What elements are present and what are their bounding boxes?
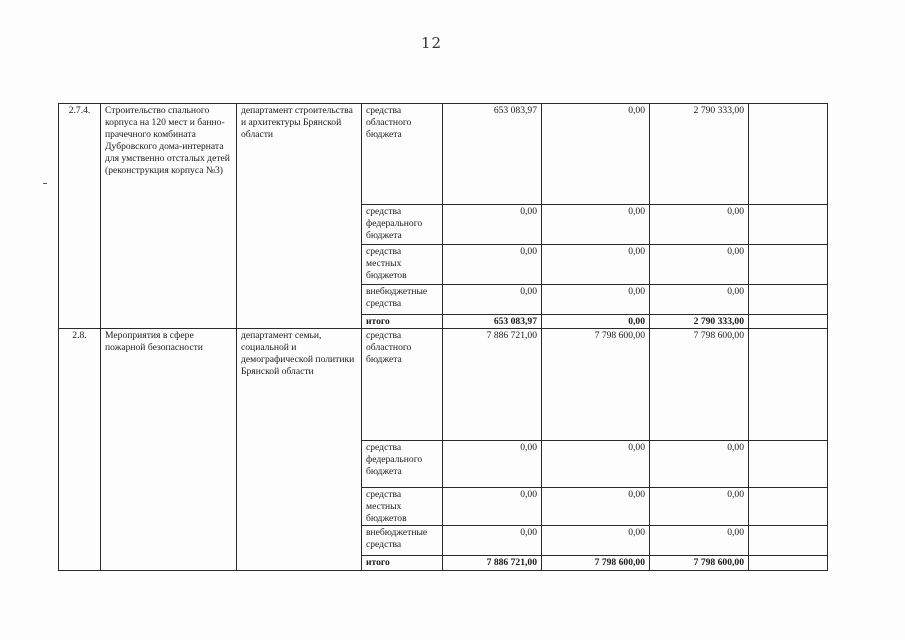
item-code: 2.7.4. [59, 104, 101, 329]
amount-cell: 0,00 [443, 245, 542, 285]
item-name: Строительство спального корпуса на 120 мест и банно-прачечного комбината Дубровского дома-интерната для умственно отсталых детей (реконструкция корпуса №3) [101, 104, 237, 329]
amount-cell: 0,00 [650, 441, 749, 488]
table-row [59, 329, 828, 441]
funding-source-label: средства местных бюджетов [362, 245, 443, 285]
funding-source-label: средства федерального бюджета [362, 441, 443, 488]
empty-cell [749, 556, 828, 571]
funding-source-label: средства областного бюджета [362, 329, 443, 441]
empty-cell [749, 488, 828, 526]
amount-cell: 0,00 [443, 488, 542, 526]
amount-cell: 653 083,97 [443, 104, 542, 205]
funding-source-label: средства местных бюджетов [362, 488, 443, 526]
amount-cell: 0,00 [542, 245, 650, 285]
amount-cell: 0,00 [443, 205, 542, 245]
total-amount-cell: 653 083,97 [443, 315, 542, 329]
amount-cell: 0,00 [650, 205, 749, 245]
empty-cell [749, 104, 828, 205]
empty-cell [749, 205, 828, 245]
total-amount-cell: 7 798 600,00 [542, 556, 650, 571]
amount-cell: 0,00 [443, 441, 542, 488]
amount-cell: 0,00 [650, 285, 749, 315]
amount-cell: 0,00 [650, 245, 749, 285]
empty-cell [749, 526, 828, 556]
item-name: Мероприятия в сфере пожарной безопасности [101, 329, 237, 571]
funding-source-label: внебюджетные средства [362, 285, 443, 315]
table-row [59, 104, 828, 205]
funding-source-label: средства областного бюджета [362, 104, 443, 205]
amount-cell: 0,00 [542, 104, 650, 205]
amount-cell: 0,00 [542, 526, 650, 556]
amount-cell: 0,00 [542, 285, 650, 315]
budget-table [58, 103, 828, 571]
empty-cell [749, 285, 828, 315]
amount-cell: 7 798 600,00 [650, 329, 749, 441]
total-amount-cell: 7 798 600,00 [650, 556, 749, 571]
scan-artifact [43, 183, 47, 184]
item-code: 2.8. [59, 329, 101, 571]
total-label: итого [362, 315, 443, 329]
funding-source-label: внебюджетные средства [362, 526, 443, 556]
total-amount-cell: 7 886 721,00 [443, 556, 542, 571]
total-label: итого [362, 556, 443, 571]
empty-cell [749, 315, 828, 329]
amount-cell: 0,00 [650, 526, 749, 556]
funding-source-label: средства федерального бюджета [362, 205, 443, 245]
page-number: 12 [421, 34, 443, 52]
amount-cell: 0,00 [650, 488, 749, 526]
amount-cell: 0,00 [542, 205, 650, 245]
item-executor: департамент строительства и архитектуры Брянской области [237, 104, 362, 329]
total-amount-cell: 0,00 [542, 315, 650, 329]
amount-cell: 7 798 600,00 [542, 329, 650, 441]
amount-cell: 2 790 333,00 [650, 104, 749, 205]
item-executor: департамент семьи, социальной и демографической политики Брянской области [237, 329, 362, 571]
amount-cell: 7 886 721,00 [443, 329, 542, 441]
empty-cell [749, 245, 828, 285]
empty-cell [749, 329, 828, 441]
total-amount-cell: 2 790 333,00 [650, 315, 749, 329]
amount-cell: 0,00 [443, 285, 542, 315]
amount-cell: 0,00 [542, 488, 650, 526]
amount-cell: 0,00 [443, 526, 542, 556]
amount-cell: 0,00 [542, 441, 650, 488]
empty-cell [749, 441, 828, 488]
